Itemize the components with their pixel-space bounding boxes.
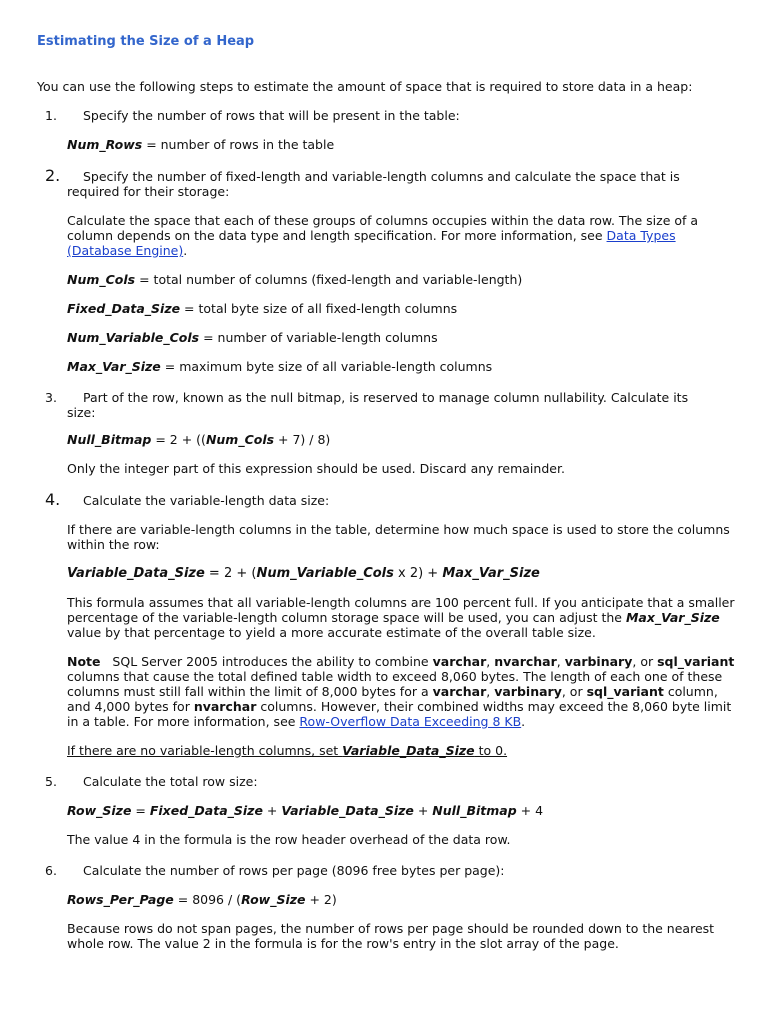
type-name: nvarchar [494,654,557,669]
row-overflow-link[interactable]: Row-Overflow Data Exceeding 8 KB [299,714,522,729]
separator: , [486,684,495,699]
type-name: varchar [432,654,487,669]
type-name: sql_variant [586,684,664,699]
formula-text: + 4 [516,803,544,818]
note-paragraph [67,654,737,729]
variable-name: Null_Bitmap [432,803,517,818]
definition [67,330,737,345]
definition-text: = total byte size of all fixed-length columns [180,301,458,316]
definition-text: = total number of columns (fixed-length and variable-length) [135,272,523,287]
step-number: 5. [45,774,57,789]
step-6 [37,863,737,878]
punctuation: . [183,243,188,258]
formula-text: + [413,803,433,818]
variable-name: Row_Size [241,892,306,907]
variable-name: Null_Bitmap [67,432,152,447]
step-number: 1. [45,108,57,123]
page-title: Estimating the Size of a Heap [37,34,255,49]
paragraph-text: to 0. [474,743,508,758]
definition-text: = number of rows in the table [142,137,335,152]
separator: , or [632,654,658,669]
type-name: varbinary [564,654,633,669]
note-text: columns that cause the total defined table width to exceed 8,060 bytes. The length of each one of these columns must still fall within the limit of 8,000 bytes for a [67,669,723,699]
separator: , [486,654,495,669]
variable-name: Num_Variable_Cols [256,566,394,581]
variable-name: Variable_Data_Size [342,743,475,758]
formula-text: = [131,803,150,818]
step-4 [37,492,737,508]
variable-name: Max_Var_Size [625,610,720,625]
paragraph-text: This formula assumes that all variable-length columns are 100 percent full. If you anticipate that a smaller percentage of the variable-length column storage space will be used, you can adjust the [67,595,735,625]
variable-name: Variable_Data_Size [67,566,205,581]
step-text: Part of the row, known as the null bitmap, is reserved to manage column nullability. Calculate its [83,390,689,405]
variable-name: Num_Variable_Cols [67,330,200,345]
paragraph: The value 4 in the formula is the row header overhead of the data row. [67,832,511,847]
step-text: Calculate the total row size: [83,774,258,789]
step-text-continued: size: [67,405,96,420]
variable-name: Row_Size [67,803,132,818]
intro-paragraph: You can use the following steps to estimate the amount of space that is required to store data in a heap: [37,79,693,94]
formula-text: = 8096 / ( [173,892,242,907]
formula-text: + [262,803,282,818]
paragraph-text: Calculate the space that each of these groups of columns occupies within the data row. The size of a column depends on the data type and length specification. For more information, see [67,213,699,243]
separator: , [556,654,565,669]
paragraph [67,213,737,258]
formula [67,566,737,581]
note-label: Note [67,654,101,669]
note-text: columns. However, their combined widths may exceed the 8,060 byte limit in a table. For more information, see [67,699,732,729]
variable-name: Max_Var_Size [442,566,540,581]
punctuation: . [521,714,526,729]
variable-name: Rows_Per_Page [67,892,174,907]
definition [67,137,737,152]
note-text: column, and 4,000 bytes for [67,684,718,714]
step-text: Calculate the number of rows per page (8096 free bytes per page): [83,863,505,878]
formula-text: + 2) [305,892,337,907]
type-name: varchar [432,684,487,699]
step-text: Specify the number of fixed-length and variable-length columns and calculate the space that is [83,169,680,184]
paragraph-text: value by that percentage to yield a more accurate estimate of the overall table size. [67,625,596,640]
paragraph: Only the integer part of this expression should be used. Discard any remainder. [67,461,565,476]
formula-text: = 2 + (( [151,432,206,447]
step-3 [37,390,737,405]
type-name: varbinary [494,684,562,699]
definition [67,301,737,316]
data-types-link[interactable]: Data Types (Database Engine) [67,228,676,258]
variable-name: Num_Rows [67,137,143,152]
step-text: Specify the number of rows that will be present in the table: [83,108,460,123]
variable-name: Fixed_Data_Size [67,301,181,316]
step-number: 6. [45,863,57,878]
document-page [37,34,737,951]
variable-name: Max_Var_Size [67,359,161,374]
step-text-continued: required for their storage: [67,184,230,199]
type-name: nvarchar [193,699,257,714]
paragraph: If there are variable-length columns in the table, determine how much space is used to store the columns within the row: [67,522,730,552]
formula [67,803,737,818]
step-text: Calculate the variable-length data size: [83,493,330,508]
paragraph [67,595,737,640]
step-2 [37,168,737,184]
step-number: 3. [45,390,57,405]
step-5 [37,774,737,789]
variable-name: Num_Cols [67,272,136,287]
definition [67,359,737,374]
variable-name: Fixed_Data_Size [149,803,263,818]
formula [67,892,737,907]
variable-name: Variable_Data_Size [281,803,414,818]
formula-text: x 2) + [393,566,443,581]
paragraph-text: If there are no variable-length columns, set [67,743,343,758]
definition [67,272,737,287]
paragraph [67,743,737,758]
variable-name: Num_Cols [205,432,275,447]
formula-text: = 2 + ( [204,566,257,581]
note-text: SQL Server 2005 introduces the ability to combine [100,654,433,669]
paragraph: Because rows do not span pages, the number of rows per page should be rounded down to the nearest whole row. The value 2 in the formula is for the row's entry in the slot array of the page. [67,921,715,951]
separator: , or [561,684,587,699]
definition-text: = maximum byte size of all variable-length columns [160,359,493,374]
type-name: sql_variant [657,654,735,669]
formula [67,432,737,447]
step-number: 2. [45,166,61,185]
step-1 [37,108,737,123]
step-number: 4. [45,490,61,509]
definition-text: = number of variable-length columns [199,330,438,345]
formula-text: + 7) / 8) [274,432,331,447]
